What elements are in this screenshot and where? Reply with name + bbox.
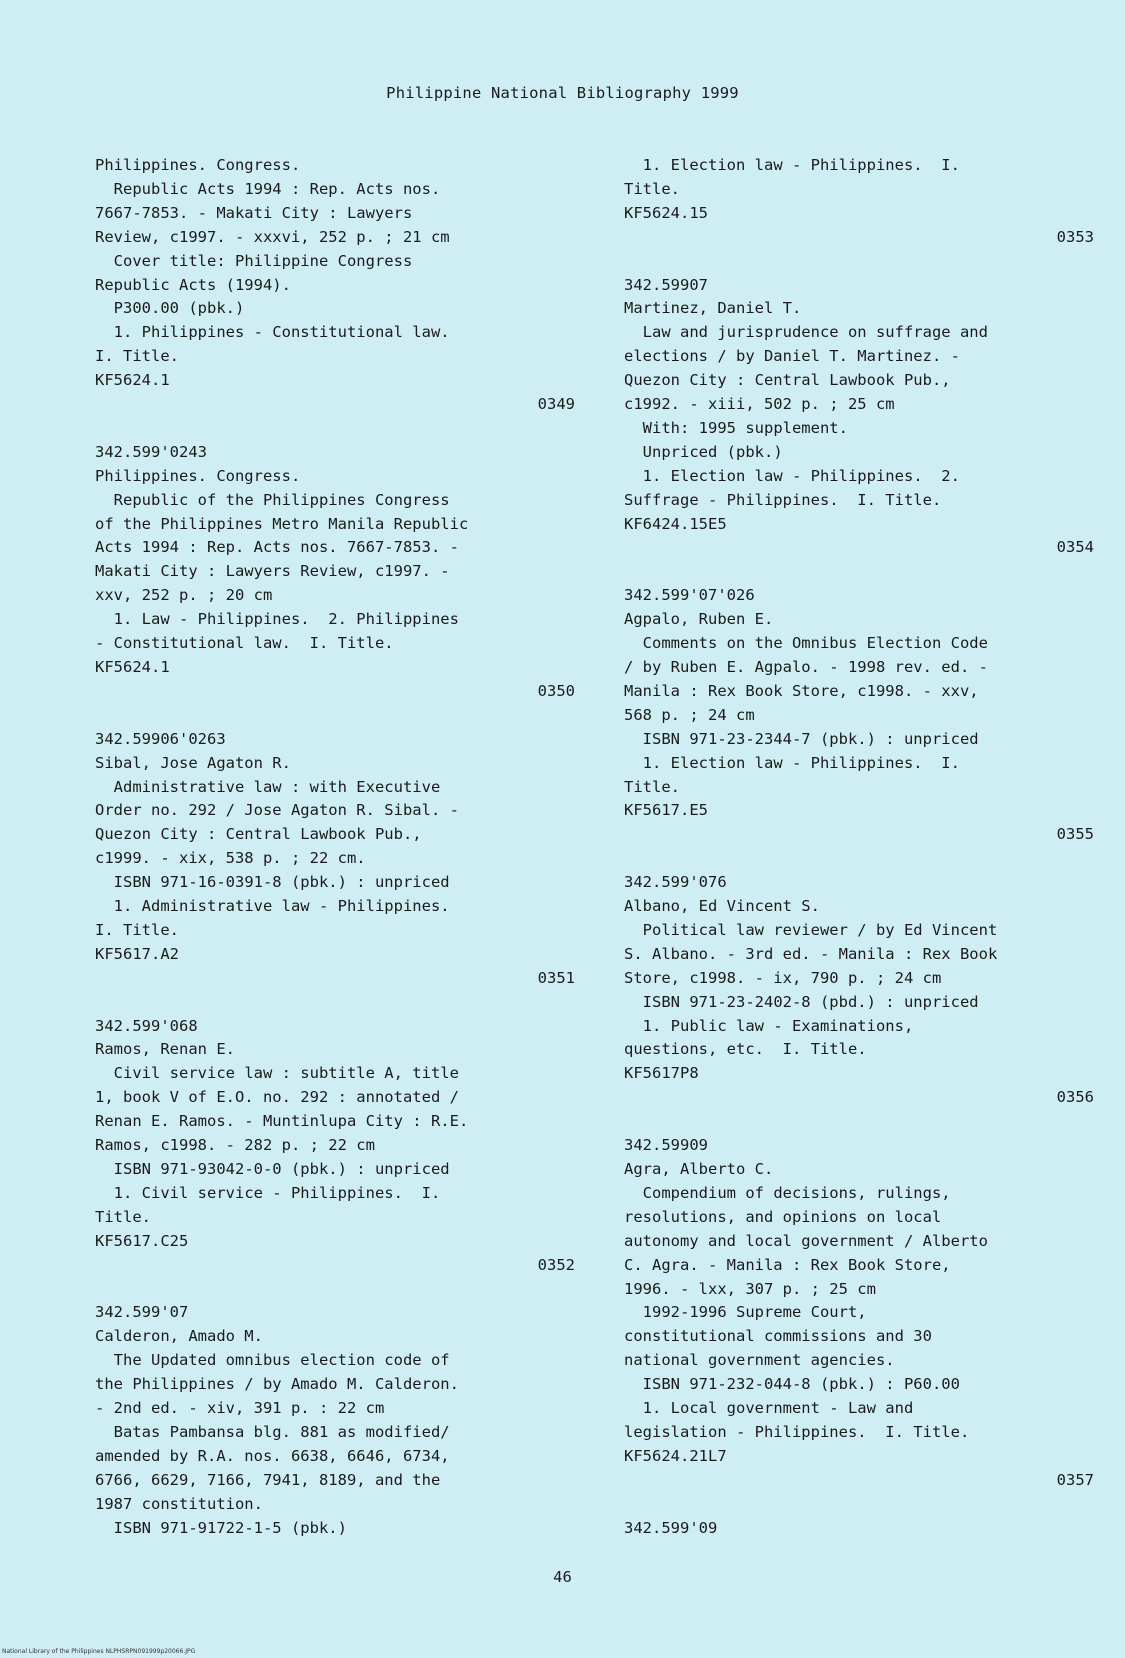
entry-line: Manila : Rex Book Store, c1998. - xxv, xyxy=(624,681,979,700)
entry-line: xxv, 252 p. ; 20 cm xyxy=(95,586,273,605)
entry-line: ISBN 971-23-2402-8 (pbd.) : unpriced xyxy=(624,992,979,1011)
entry-line: Title. xyxy=(624,777,680,796)
entry-number: 0353 xyxy=(1056,227,1094,246)
entry-line: Sibal, Jose Agaton R. xyxy=(95,753,291,772)
entry-line: 1, book V of E.O. no. 292 : annotated / xyxy=(95,1088,459,1107)
entry-number: 0356 xyxy=(1056,1088,1094,1107)
entry-line: Civil service law : subtitle A, title xyxy=(95,1064,459,1083)
entry-line: autonomy and local government / Alberto xyxy=(624,1231,988,1250)
entry-line: Republic Acts (1994). xyxy=(95,275,291,294)
entry-line: ISBN 971-91722-1-5 (pbk.) xyxy=(95,1518,347,1537)
bibliography-entry xyxy=(624,1493,1094,1541)
entry-line: Comments on the Omnibus Election Code xyxy=(624,634,988,653)
entry-line: of the Philippines Metro Manila Republic xyxy=(95,514,469,533)
entry-line: 1. Law - Philippines. 2. Philippines xyxy=(95,610,459,629)
entry-number: 0352 xyxy=(537,1255,575,1274)
entry-line: 342.599'09 xyxy=(624,1518,718,1537)
entry-number: 0357 xyxy=(1056,1470,1094,1489)
page-number: 46 xyxy=(553,1568,572,1586)
entry-line: Ramos, c1998. - 282 p. ; 22 cm xyxy=(95,1136,375,1155)
entry-line: 342.59907 xyxy=(624,275,708,294)
entry-line: KF5624.15 xyxy=(624,203,708,222)
entry-line: Law and jurisprudence on suffrage and xyxy=(624,323,988,342)
entry-line: 342.599'07'026 xyxy=(624,586,755,605)
entry-line: Agra, Alberto C. xyxy=(624,1160,774,1178)
entry-line: 342.59909 xyxy=(624,1136,708,1155)
entry-line: Calderon, Amado M. xyxy=(95,1327,263,1346)
entry-line: Suffrage - Philippines. I. Title. xyxy=(624,490,942,509)
entry-line: Republic of the Philippines Congress xyxy=(95,490,450,509)
entry-line: KF5624.1 xyxy=(95,371,170,390)
entry-line: Martinez, Daniel T. xyxy=(624,299,802,318)
entry-line: 1. Public law - Examinations, xyxy=(624,1016,914,1035)
entry-line: 342.599'07 xyxy=(95,1303,189,1322)
entry-line: 1. Philippines - Constitutional law. xyxy=(95,323,450,342)
footer-credit: National Library of the Philippines NLPHSRPN091999p20066.JPG xyxy=(2,1648,196,1655)
entry-line: KF6424.15E5 xyxy=(624,514,727,533)
entry-line: Quezon City : Central Lawbook Pub., xyxy=(95,825,422,844)
entry-line: Renan E. Ramos. - Muntinlupa City : R.E. xyxy=(95,1112,469,1131)
entry-line: national government agencies. xyxy=(624,1351,895,1370)
bibliography-entry xyxy=(624,847,1094,1110)
entry-line: Philippines. Congress. xyxy=(95,156,301,174)
entry-line: resolutions, and opinions on local xyxy=(624,1207,942,1226)
entry-line: 568 p. ; 24 cm xyxy=(624,705,755,724)
entry-line: amended by R.A. nos. 6638, 6646, 6734, xyxy=(95,1446,450,1465)
bibliography-entry xyxy=(95,991,575,1278)
bibliography-entry xyxy=(624,154,1094,250)
page-header: Philippine National Bibliography 1999 xyxy=(386,84,739,102)
entry-line: KF5624.21L7 xyxy=(624,1446,727,1465)
entry-line: Philippines. Congress. xyxy=(95,466,301,485)
entry-number: 0355 xyxy=(1056,825,1094,844)
entry-line: 1. Local government - Law and xyxy=(624,1399,914,1418)
right-column xyxy=(624,154,1094,1540)
bibliography-entry xyxy=(95,704,575,991)
entry-line: 1. Election law - Philippines. I. xyxy=(624,753,960,772)
entry-line: KF5617P8 xyxy=(624,1064,699,1083)
entry-line: Ramos, Renan E. xyxy=(95,1040,235,1059)
entry-line: ISBN 971-232-044-8 (pbk.) : P60.00 xyxy=(624,1375,960,1394)
entry-number: 0350 xyxy=(537,681,575,700)
entry-line: Agpalo, Ruben E. xyxy=(624,610,774,629)
entry-line: ISBN 971-23-2344-7 (pbk.) : unpriced xyxy=(624,729,979,748)
entry-line: / by Ruben E. Agpalo. - 1998 rev. ed. - xyxy=(624,658,988,676)
entry-line: 1. Administrative law - Philippines. xyxy=(95,897,450,916)
entry-line: c1992. - xiii, 502 p. ; 25 cm xyxy=(624,395,895,414)
entry-line: - Constitutional law. I. Title. xyxy=(95,634,394,653)
entry-line: I. Title. xyxy=(95,347,179,366)
entry-line: Unpriced (pbk.) xyxy=(624,442,783,461)
entry-line: Political law reviewer / by Ed Vincent xyxy=(624,920,998,939)
bibliography-entry xyxy=(95,154,575,417)
entry-line: Title. xyxy=(624,179,680,198)
bibliography-entry xyxy=(624,560,1094,847)
entry-line: Compendium of decisions, rulings, xyxy=(624,1183,951,1202)
entry-number: 0349 xyxy=(537,395,575,414)
left-column xyxy=(95,154,575,1541)
entry-line: S. Albano. - 3rd ed. - Manila : Rex Book xyxy=(624,944,998,963)
entry-number: 0354 xyxy=(1056,538,1094,557)
entry-line: 1. Civil service - Philippines. I. xyxy=(95,1183,441,1202)
entry-line: 6766, 6629, 7166, 7941, 8189, and the xyxy=(95,1470,441,1489)
entry-line: elections / by Daniel T. Martinez. - xyxy=(624,347,960,366)
entry-line: questions, etc. I. Title. xyxy=(624,1040,867,1059)
entry-line: Administrative law : with Executive xyxy=(95,777,441,796)
entry-line: Order no. 292 / Jose Agaton R. Sibal. - xyxy=(95,801,459,820)
entry-line: - 2nd ed. - xiv, 391 p. : 22 cm xyxy=(95,1399,385,1418)
entry-line: I. Title. xyxy=(95,920,179,939)
entry-line: Review, c1997. - xxxvi, 252 p. ; 21 cm xyxy=(95,227,450,246)
entry-line: The Updated omnibus election code of xyxy=(95,1351,450,1370)
entry-line: Store, c1998. - ix, 790 p. ; 24 cm xyxy=(624,968,942,987)
entry-line: the Philippines / by Amado M. Calderon. xyxy=(95,1375,459,1394)
entry-line: With: 1995 supplement. xyxy=(624,418,848,437)
bibliography-entry xyxy=(95,1278,575,1541)
entry-line: Title. xyxy=(95,1207,151,1226)
entry-line: c1999. - xix, 538 p. ; 22 cm. xyxy=(95,849,366,868)
entry-line: 342.599'068 xyxy=(95,1016,198,1035)
entry-line: ISBN 971-16-0391-8 (pbk.) : unpriced xyxy=(95,873,450,892)
entry-line: P300.00 (pbk.) xyxy=(95,299,245,318)
entry-line: KF5624.1 xyxy=(95,658,170,677)
entry-line: 1. Election law - Philippines. I. xyxy=(624,156,960,174)
bibliography-entry xyxy=(624,250,1094,561)
entry-line: Acts 1994 : Rep. Acts nos. 7667-7853. - xyxy=(95,538,459,557)
entry-line: 1992-1996 Supreme Court, xyxy=(624,1303,867,1322)
bibliography-entry xyxy=(624,1110,1094,1492)
entry-line: C. Agra. - Manila : Rex Book Store, xyxy=(624,1255,951,1274)
entry-line: legislation - Philippines. I. Title. xyxy=(624,1422,970,1441)
entry-line: 1. Election law - Philippines. 2. xyxy=(624,466,960,485)
entry-line: 342.59906'0263 xyxy=(95,729,226,748)
entry-line: Republic Acts 1994 : Rep. Acts nos. xyxy=(95,179,441,198)
entry-line: KF5617.E5 xyxy=(624,801,708,820)
entry-line: 342.599'076 xyxy=(624,873,727,892)
entry-line: 1996. - lxx, 307 p. ; 25 cm xyxy=(624,1279,876,1298)
entry-line: Albano, Ed Vincent S. xyxy=(624,897,820,916)
entry-line: 7667-7853. - Makati City : Lawyers xyxy=(95,203,413,222)
entry-line: constitutional commissions and 30 xyxy=(624,1327,932,1346)
entry-line: Quezon City : Central Lawbook Pub., xyxy=(624,371,951,390)
entry-line: KF5617.C25 xyxy=(95,1231,189,1250)
entry-line: ISBN 971-93042-0-0 (pbk.) : unpriced xyxy=(95,1160,450,1179)
entry-line: KF5617.A2 xyxy=(95,944,179,963)
entry-line: Cover title: Philippine Congress xyxy=(95,251,413,270)
entry-line: 1987 constitution. xyxy=(95,1494,263,1513)
entry-line: Makati City : Lawyers Review, c1997. - xyxy=(95,562,450,581)
bibliography-entry xyxy=(95,417,575,704)
entry-line: Batas Pambansa blg. 881 as modified/ xyxy=(95,1422,450,1441)
entry-line: 342.599'0243 xyxy=(95,442,207,461)
entry-number: 0351 xyxy=(537,968,575,987)
